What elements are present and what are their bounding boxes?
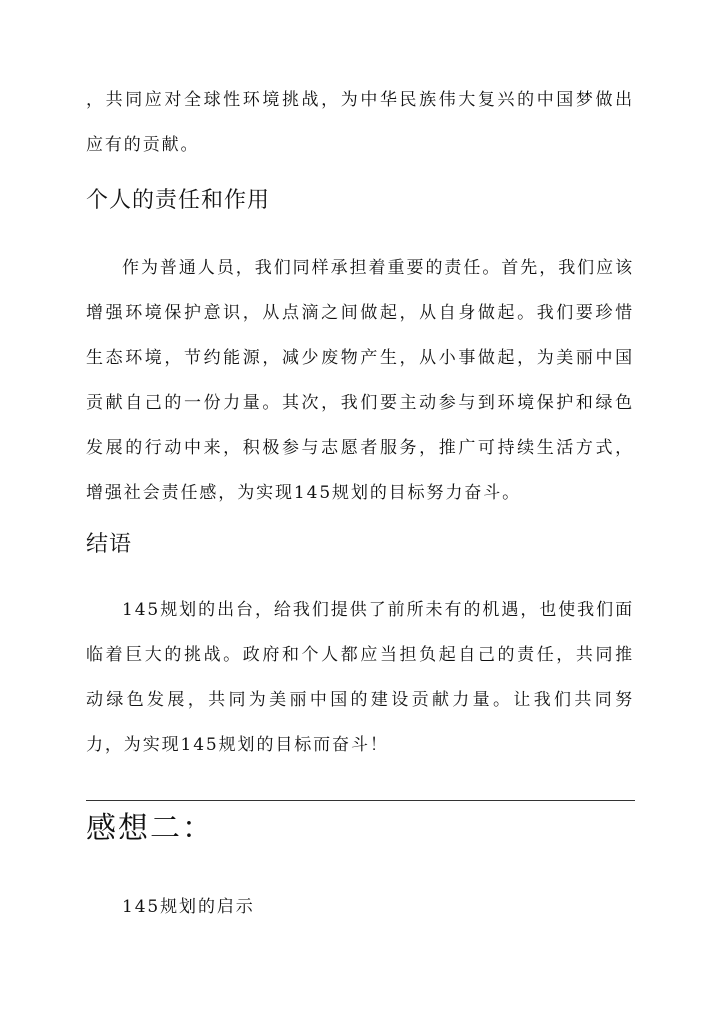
personal-responsibility-paragraph: 作为普通人员，我们同样承担着重要的责任。首先，我们应该增强环境保护意识，从点滴之间做起，从自身做起。我们要珍惜生态环境，节约能源，减少废物产生，从小事做起，为美丽中国贡献自己的一份力量。其次，我们要主动参与到环境保护和绿色发展的行动中来，积极参与志愿者服务，推广可持续生活方式，增强社会责任感，为实现145规划的目标努力奋斗。	[86, 258, 634, 503]
conclusion-paragraph: 145规划的出台，给我们提供了前所未有的机遇，也使我们面临着巨大的挑战。政府和个人都应当担负起自己的责任，共同推动绿色发展，共同为美丽中国的建设贡献力量。让我们共同努力，为实现145规划的目标而奋斗！	[86, 600, 634, 755]
enlightenment-subtitle: 145规划的启示	[122, 897, 255, 917]
section-heading-thought-two: 感想二：	[86, 811, 214, 846]
section-heading-personal-responsibility: 个人的责任和作用	[86, 188, 271, 213]
continuation-paragraph: ，共同应对全球性环境挑战，为中华民族伟大复兴的中国梦做出应有的贡献。	[86, 90, 634, 155]
section-divider	[86, 800, 635, 801]
section-heading-conclusion: 结语	[86, 532, 133, 557]
